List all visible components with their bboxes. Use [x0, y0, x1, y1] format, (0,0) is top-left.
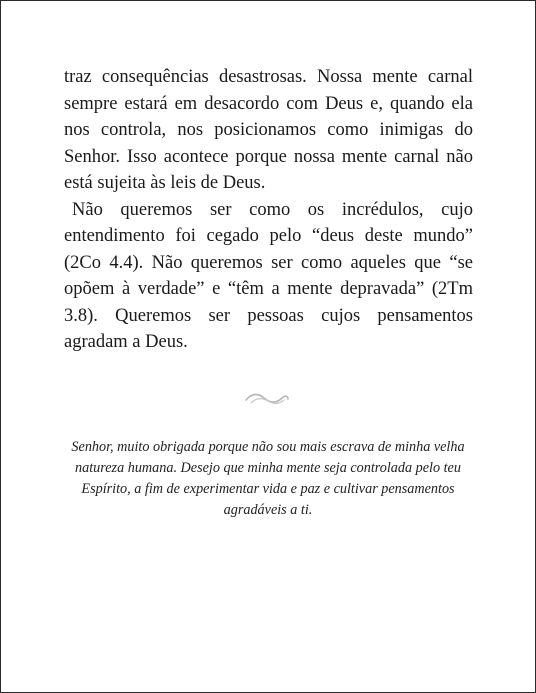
body-paragraph-2: Não queremos ser como os incrédulos, cujo entendimento foi cegado pelo “deus deste mundo” (2Co 4.4). Não queremos ser como aqueles que “se opõem à verdade” e “têm a mente depravada” (2Tm 3.8). Queremos ser pessoas cujos pensamentos agradam a Deus. — [64, 199, 473, 352]
prayer-text: Senhor, muito obrigada porque não sou mais escrava de minha velha natureza humana. Desejo que minha mente seja controlada pelo teu Espírito, a fim de experimentar vida e paz e cultivar pensamentos agradáveis a ti. — [71, 439, 465, 518]
body-paragraph-1: traz consequências desastrosas. Nossa mente carnal sempre estará em desacordo com Deus e, quando ela nos controla, nos posicionamos como inimigas do Senhor. Isso acontece porque nossa mente carnal não está sujeita às leis de Deus. — [64, 67, 473, 193]
flourish-divider-icon — [243, 391, 291, 407]
body-text — [64, 64, 473, 356]
